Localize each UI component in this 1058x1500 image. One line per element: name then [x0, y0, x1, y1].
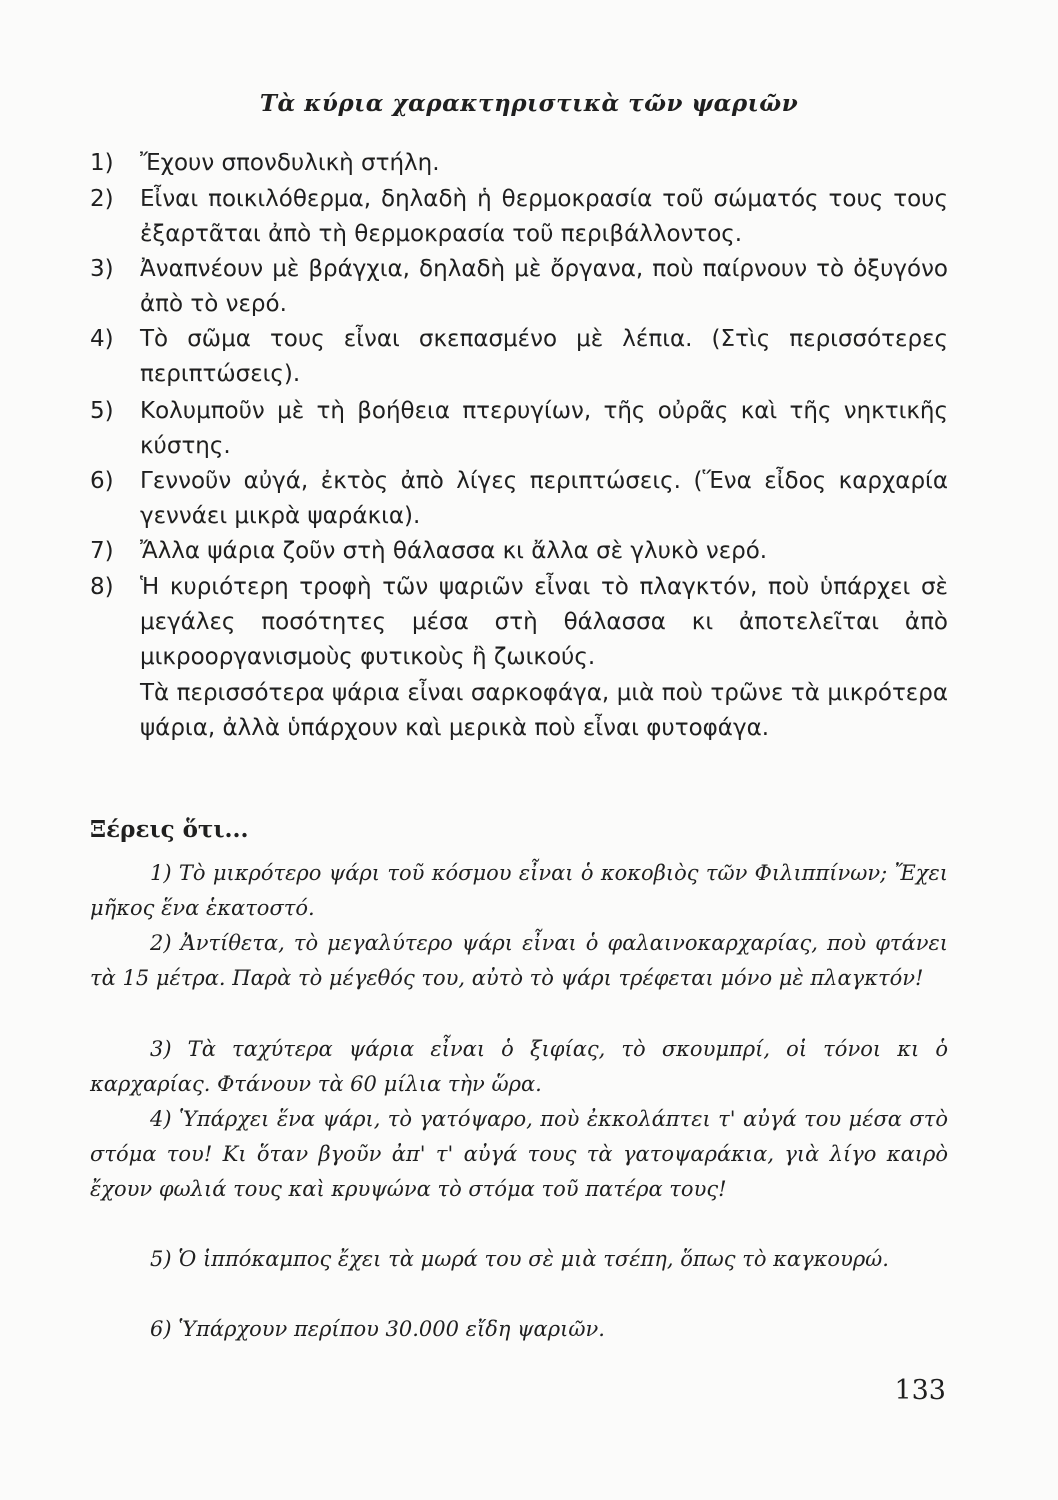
fact-item: 3) Τὰ ταχύτερα ψάρια εἶναι ὁ ξιφίας, τὸ σκουμπρί, οἱ τόνοι κι ὁ καρχαρίας. Φτάνουν τὰ 60 μίλια τὴν ὥρα. — [90, 1037, 948, 1096]
characteristic-item — [90, 182, 948, 252]
item-number: 8) — [90, 574, 114, 600]
item-text: Κολυμποῦν μὲ τὴ βοήθεια πτερυγίων, τῆς οὐρᾶς καὶ τῆς νηκτικῆς κύστης. — [140, 398, 948, 459]
characteristic-item — [90, 394, 948, 464]
item-text: Εἶναι ποικιλόθερμα, δηλαδὴ ἡ θερμοκρασία τοῦ σώματός τους τους ἐξαρτᾶται ἀπὸ τὴ θερμοκρασία τοῦ περιβάλλοντος. — [140, 186, 948, 247]
item-text: Τὸ σῶμα τους εἶναι σκεπασμένο μὲ λέπια. (Στὶς περισσότερες περιπτώσεις). — [140, 326, 948, 387]
item-number: 6) — [90, 468, 114, 494]
characteristic-item — [90, 464, 948, 534]
page-title: Τὰ κύρια χαρακτηριστικὰ τῶν ψαριῶν — [259, 90, 799, 117]
characteristic-item — [90, 322, 948, 392]
characteristic-item — [90, 252, 948, 322]
fact-item: 1) Τὸ μικρότερο ψάρι τοῦ κόσμου εἶναι ὁ κοκοβιὸς τῶν Φιλιππίνων; Ἔχει μῆκος ἕνα ἑκατοστό. — [90, 861, 948, 920]
item-number: 5) — [90, 398, 114, 424]
item-number: 3) — [90, 256, 114, 282]
item-text: Ἀναπνέουν μὲ βράγχια, δηλαδὴ μὲ ὄργανα, ποὺ παίρνουν τὸ ὀξυγόνο ἀπὸ τὸ νερό. — [140, 256, 948, 317]
item-number: 1) — [90, 150, 114, 176]
item-text: Ἔχουν σπονδυλικὴ στήλη. — [140, 150, 440, 176]
fact-item: 4) Ὑπάρχει ἕνα ψάρι, τὸ γατόψαρο, ποὺ ἐκκολάπτει τ' αὐγά του μέσα στὸ στόμα του! Κι ὅταν βγοῦν ἀπ' τ' αὐγά τους τὰ γατοψαράκια, γιὰ λίγο καιρὸ ἔχουν φωλιά τους καὶ κρυψώνα τὸ στόμα τοῦ πατέρα τους! — [90, 1107, 948, 1201]
item-text: Ἡ κυριότερη τροφὴ τῶν ψαριῶν εἶναι τὸ πλαγκτόν, ποὺ ὑπάρχει σὲ μεγάλες ποσότητες μέσα στὴ θάλασσα κι ἀποτελεῖται ἀπὸ μικροοργανισμοὺς φυτικοὺς ἢ ζωικούς. — [140, 574, 948, 670]
fact-item: 6) Ὑπάρχουν περίπου 30.000 εἴδη ψαριῶν. — [150, 1317, 605, 1341]
item-text: Ἄλλα ψάρια ζοῦν στὴ θάλασσα κι ἄλλα σὲ γλυκὸ νερό. — [140, 538, 768, 564]
carnivore-paragraph: Τὰ περισσότερα ψάρια εἶναι σαρκοφάγα, μιὰ ποὺ τρῶνε τὰ μικρότερα ψάρια, ἀλλὰ ὑπάρχουν καὶ μερικὰ ποὺ εἶναι φυτοφάγα. — [140, 680, 948, 741]
characteristic-item — [90, 534, 948, 569]
item-text: Γεννοῦν αὐγά, ἐκτὸς ἀπὸ λίγες περιπτώσεις. (Ἕνα εἶδος καρχαρία γεννάει μικρὰ ψαράκια). — [140, 468, 948, 529]
characteristic-item — [90, 570, 948, 675]
did-you-know-heading: Ξέρεις ὅτι... — [90, 816, 249, 843]
fact-item: 5) Ὁ ἱππόκαμπος ἔχει τὰ μωρά του σὲ μιὰ τσέπη, ὅπως τὸ καγκουρώ. — [150, 1247, 889, 1271]
item-number: 7) — [90, 538, 114, 564]
fact-item: 2) Ἀντίθετα, τὸ μεγαλύτερο ψάρι εἶναι ὁ φαλαινοκαρχαρίας, ποὺ φτάνει τὰ 15 μέτρα. Παρὰ τὸ μέγεθός του, αὐτὸ τὸ ψάρι τρέφεται μόνο μὲ πλαγκτόν! — [90, 931, 948, 990]
item-number: 4) — [90, 326, 114, 352]
page-number: 133 — [894, 1375, 946, 1406]
item-number: 2) — [90, 186, 114, 212]
characteristic-item — [90, 146, 948, 181]
